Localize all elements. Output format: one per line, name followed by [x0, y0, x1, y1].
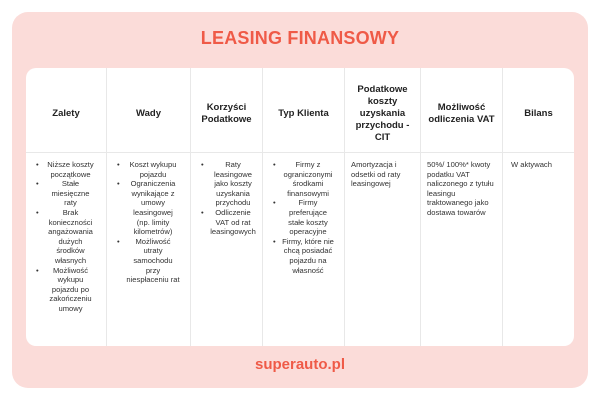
column-zalety — [26, 68, 106, 346]
list-item: • Firmy preferujące stałe koszty operacyjne — [273, 198, 334, 236]
page-title: LEASING FINANSOWY — [200, 28, 400, 48]
column-header: Bilans — [524, 108, 553, 119]
column-header: Możliwość odliczenia VAT — [428, 102, 495, 125]
column-odliczenie-vat — [420, 68, 502, 346]
column-body — [26, 160, 106, 314]
header-divider — [26, 152, 106, 153]
header-divider — [503, 152, 574, 153]
column-body — [263, 160, 344, 275]
list-item: • Możliwość wykupu pojazdu po zakończeniu umowy — [36, 266, 96, 314]
bullet-list — [201, 160, 256, 237]
list-item: • Raty leasingowe jako koszty uzyskania przychodu — [201, 160, 256, 208]
column-body — [107, 160, 190, 285]
header-divider — [345, 152, 420, 153]
column-header: Wady — [136, 108, 161, 119]
list-item: • Ograniczenia wynikające z umowy leasingowej (np. limity kilometrów) — [117, 179, 180, 237]
list-item: • Firmy, które nie chcą posiadać pojazdu na własność — [273, 237, 334, 275]
bullet-list — [36, 160, 96, 314]
header-divider — [421, 152, 502, 153]
column-header: Podatkowe koszty uzyskania przychodu - CIT — [355, 84, 410, 143]
column-body: 50%/ 100%* kwoty podatku VAT naliczonego z tytułu leasingu traktowanego jako dostawa towarów — [427, 160, 494, 217]
header-divider — [263, 152, 344, 153]
column-koszty-cit — [344, 68, 420, 346]
bullet-list — [117, 160, 180, 285]
column-body: Amortyzacja i odsetki od raty leasingowej — [351, 160, 401, 189]
column-header: Zalety — [52, 108, 80, 119]
column-bilans — [502, 68, 574, 346]
header-divider — [107, 152, 190, 153]
brand-logo: superauto.pl — [254, 356, 345, 373]
list-item: • Brak konieczności angażowania dużych środków własnych — [36, 208, 96, 266]
list-item: • Możliwość utraty samochodu przy niespłaceniu rat — [117, 237, 180, 285]
column-body — [191, 160, 262, 237]
column-wady — [106, 68, 190, 346]
column-typ-klienta — [262, 68, 344, 346]
header-divider — [191, 152, 262, 153]
column-body: W aktywach — [511, 160, 552, 169]
list-item: • Firmy z ograniczonymi środkami finansowymi — [273, 160, 334, 198]
list-item: • Stałe miesięczne raty — [36, 179, 96, 208]
list-item: • Odliczenie VAT od rat leasingowych — [201, 208, 256, 237]
bullet-list — [273, 160, 334, 275]
list-item: • Niższe koszty początkowe — [36, 160, 96, 179]
column-korzysci-podatkowe — [190, 68, 262, 346]
comparison-table — [26, 68, 574, 346]
list-item: • Koszt wykupu pojazdu — [117, 160, 180, 179]
column-header: Typ Klienta — [278, 108, 329, 119]
column-header: Korzyści Podatkowe — [201, 102, 252, 125]
